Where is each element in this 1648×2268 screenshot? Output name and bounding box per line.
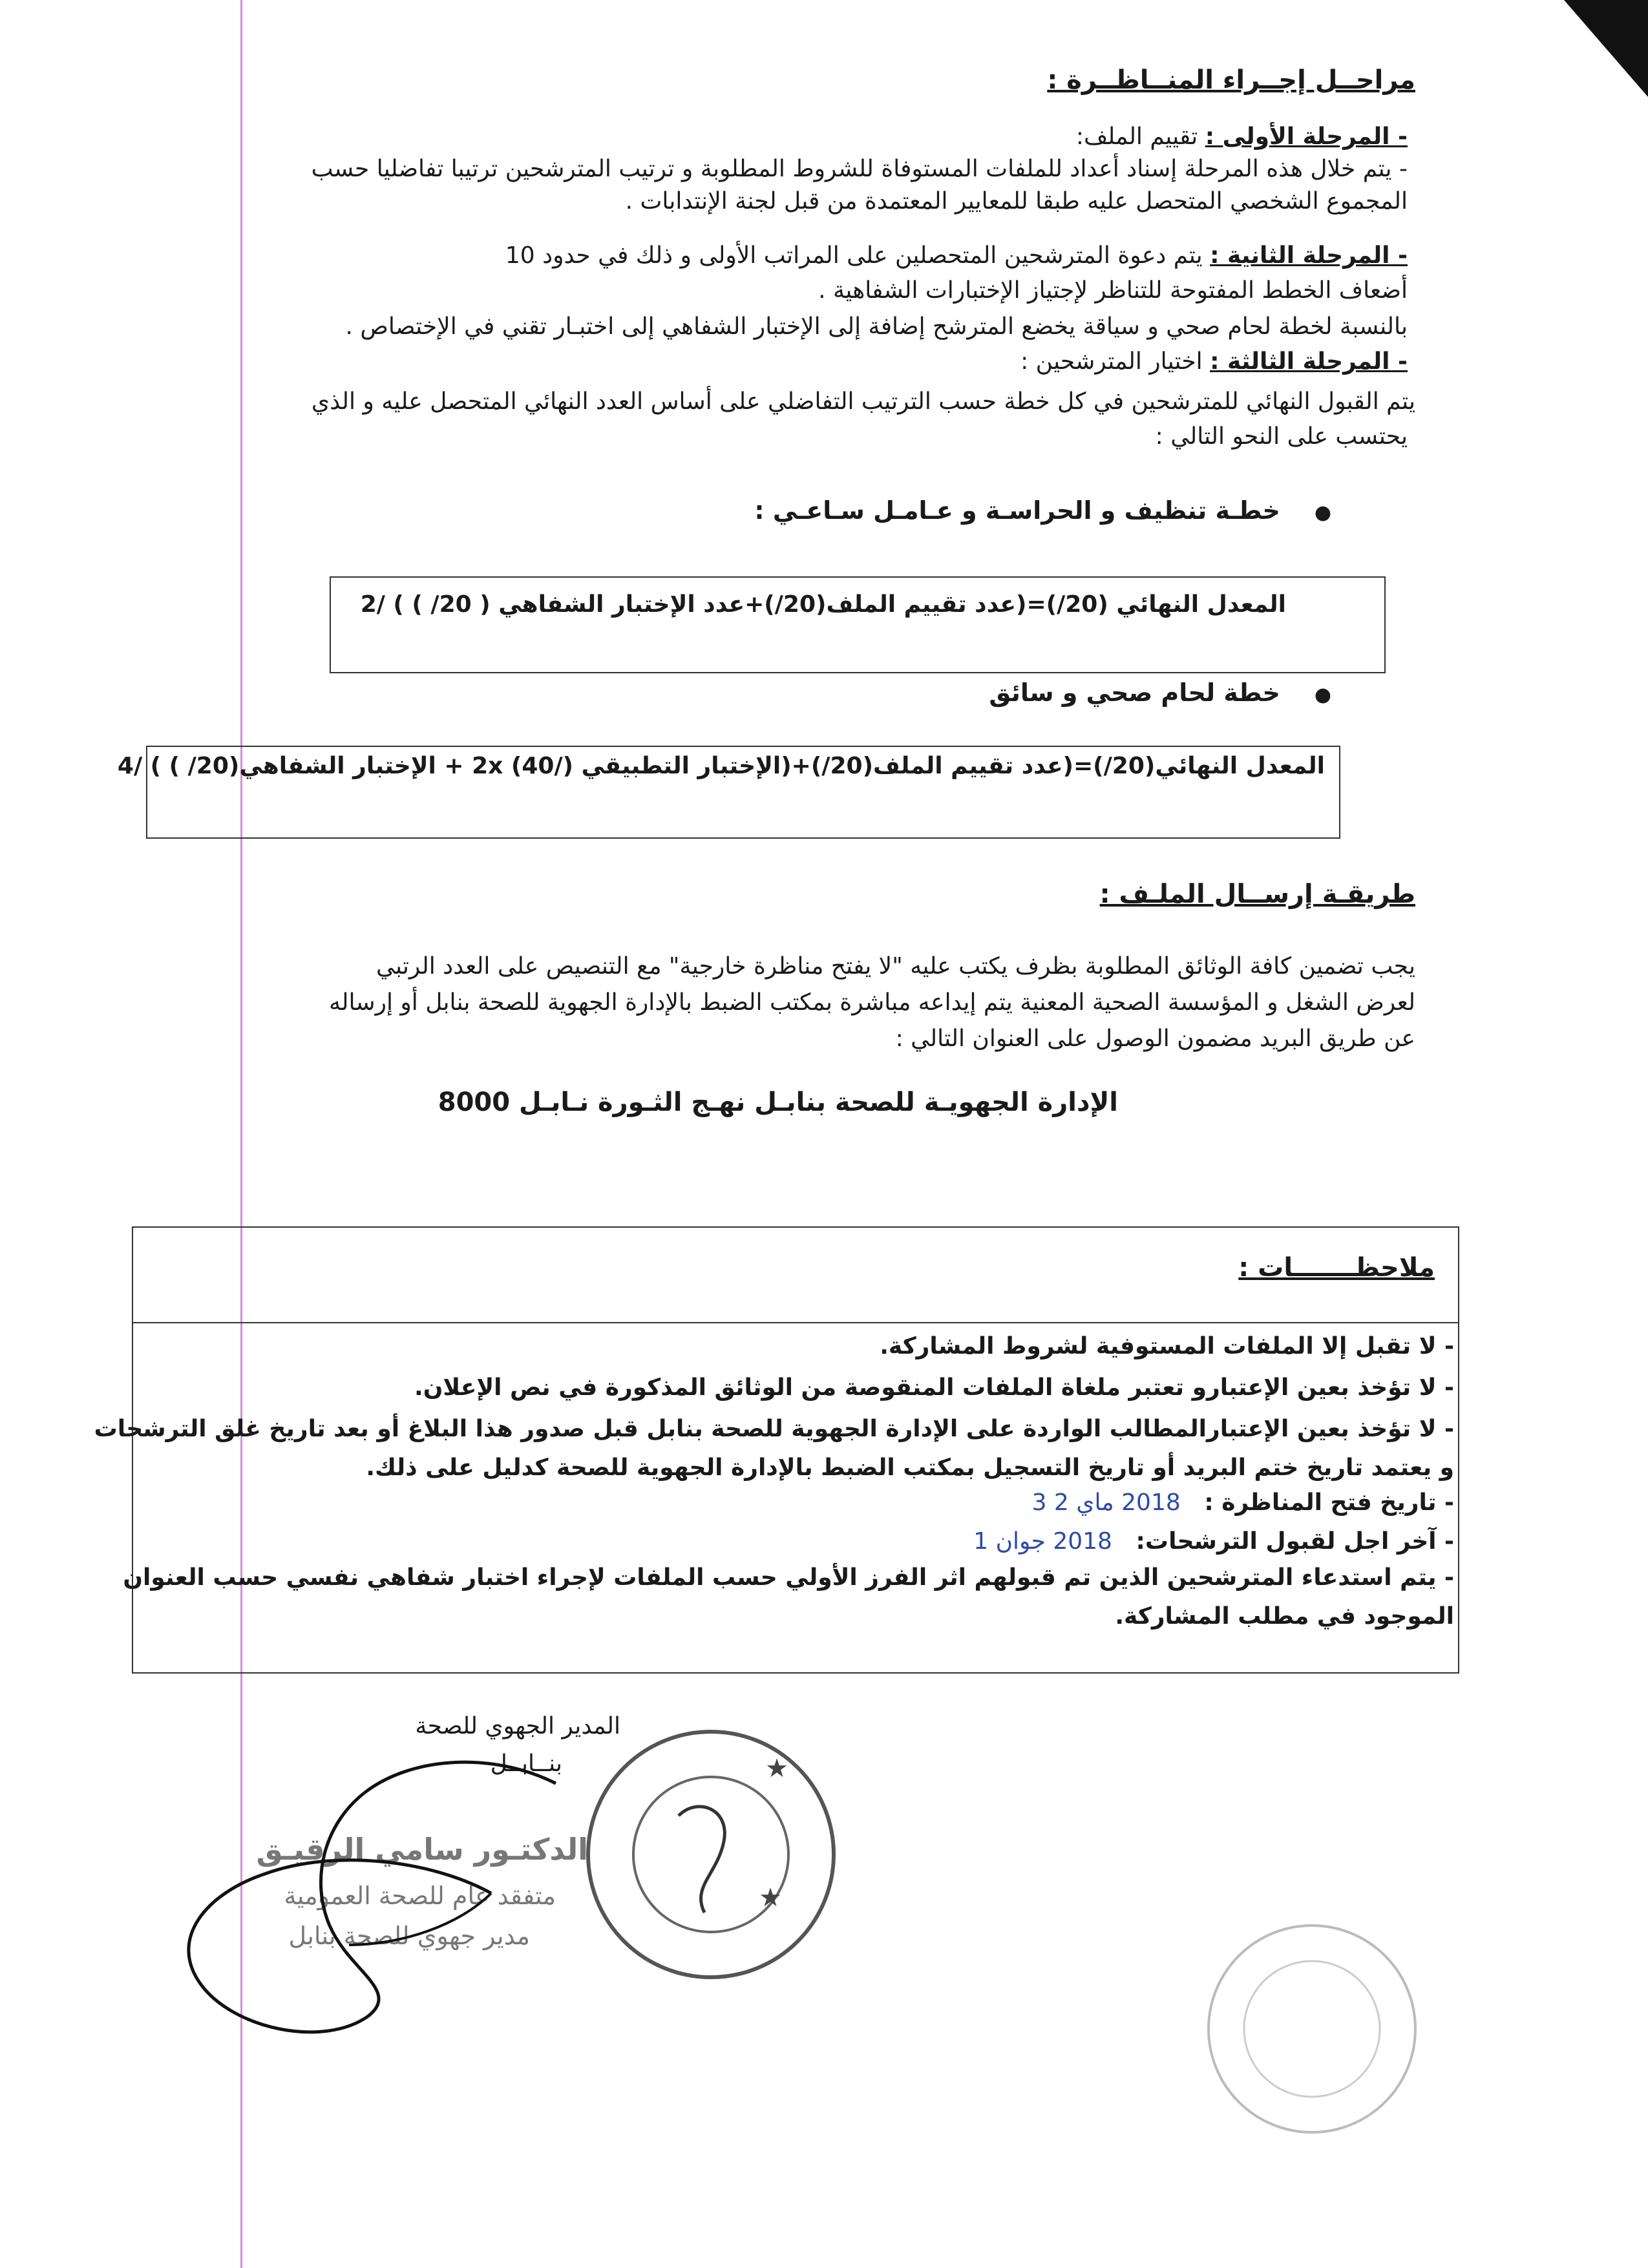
faint-stamp [1196, 1913, 1428, 2145]
sending-address: الإدارة الجهويـة للصحة بنابـل نهـج الثـورة نـابـل 8000 [438, 1087, 1118, 1117]
stamp-name: الدكتـور سامي الرقيـق [256, 1832, 588, 1867]
scan-corner [1564, 0, 1648, 97]
note-4-label: - تاريخ فتح المناظرة : [1204, 1489, 1454, 1516]
note-5 [973, 1528, 1454, 1556]
sending-l1: يجب تضمين كافة الوثائق المطلوبة بظرف يكتب عليه "لا يفتح مناظرة خارجية" مع التنصيص على العدد الرتبي [375, 953, 1415, 980]
phase3-line [1020, 348, 1408, 376]
phase3-label: - المرحلة الثالثة : [1210, 348, 1408, 375]
note-6b: الموجود في مطلب المشاركة. [1115, 1603, 1454, 1630]
formula1: المعدل النهائي (20/)=(عدد تقييم الملف(20/)+عدد الإختبار الشفاهي ( 20/ ) ) /2 [360, 591, 1286, 618]
phase1-label: - المرحلة الأولى : [1205, 123, 1408, 150]
phase1-l1: - يتم خلال هذه المرحلة إسناد أعداد للملفات المستوفاة للشروط المطلوبة و ترتيب المترشحين ترتيبا تفاضليا حسب [311, 156, 1408, 182]
sending-title: طريقـة إرســال الملـف : [1099, 879, 1415, 909]
signature-title: المدير الجهوي للصحة [415, 1713, 620, 1739]
phase2-l2: أضعاف الخطط المفتوحة للتناظر لإجتياز الإختبارات الشفاهية . [818, 277, 1408, 304]
official-seal [569, 1719, 853, 1990]
formula2: المعدل النهائي(20/)=(عدد تقييم الملف(20/)+(الإختبار التطبيقي 2x (40/) + الإختبار الشفاهي(20/ ) ) /4 [117, 753, 1325, 779]
note-6a: - يتم استدعاء المترشحين الذين تم قبولهم اثر الفرز الأولي حسب الملفات لإجراء اختبار شفاهي نفسي حسب العنوان [123, 1564, 1454, 1591]
phase1-l2: المجموع الشخصي المتحصل عليه طبقا للمعايير المعتمدة من قبل لجنة الإنتدابات . [625, 188, 1408, 215]
phase2-l1: يتم دعوة المترشحين المتحصلين على المراتب الأولى و ذلك في حدود 10 [505, 242, 1203, 269]
procedure-title: مراحــل إجــراء المنــاظــرة : [1047, 65, 1415, 95]
note-4-date-stamp: 2018 ماي 2 3 [1031, 1489, 1181, 1516]
phase2-label: - المرحلة الثانية : [1210, 242, 1408, 269]
note-5-label: - آخر اجل لقبول الترشحات: [1136, 1528, 1454, 1555]
stamp-line-3: مدير جهوي للصحة بنابل [288, 1922, 530, 1950]
note-3b: و يعتمد تاريخ ختم البريد أو تاريخ التسجيل بمكتب الضبط بالإدارة الجهوية للصحة كدليل على ذلك. [366, 1454, 1454, 1481]
phase1-line [1076, 123, 1408, 151]
note-3a: - لا تؤخذ بعين الإعتبارالمطالب الواردة على الإدارة الجهوية للصحة بنابل قبل صدور هذا البلاغ أو بعد تاريخ غلق الترشحات [94, 1416, 1454, 1442]
signature-city: بنــابــل [490, 1750, 562, 1777]
bullet-icon: ● [1314, 501, 1331, 524]
note-1: - لا تقبل إلا الملفات المستوفية لشروط المشاركة. [880, 1333, 1454, 1360]
phase3-text: اختيار المترشحين : [1020, 348, 1203, 375]
stamp-line-2: متفقد عام للصحة العمومية [284, 1882, 556, 1910]
sending-l2: لعرض الشغل و المؤسسة الصحية المعنية يتم إيداعه مباشرة بمكتب الضبط بالإدارة الجهوية للصحة بنابل أو إرساله [329, 989, 1415, 1016]
phase3-l2: يحتسب على النحو التالي : [1155, 423, 1408, 450]
svg-text:★: ★ [759, 1883, 782, 1913]
note-4 [1032, 1489, 1454, 1517]
note-5-date-stamp: 2018 جوان 1 [973, 1528, 1112, 1555]
bullet-icon: ● [1314, 684, 1331, 706]
phase1-text: تقييم الملف: [1075, 123, 1198, 150]
note-2: - لا تؤخذ بعين الإعتبارو تعتبر ملغاة الملفات المنقوصة من الوثائق المذكورة في نص الإعلان. [414, 1374, 1454, 1401]
bullet2 [989, 678, 1331, 709]
phase2-line [505, 242, 1408, 270]
bullet1-text: خطـة تنظيف و الحراسـة و عـامـل سـاعـي : [754, 496, 1280, 525]
sending-l3: عن طريق البريد مضمون الوصول على العنوان التالي : [895, 1025, 1415, 1052]
phase3-l1: يتم القبول النهائي للمترشحين في كل خطة حسب الترتيب التفاضلي على أساس العدد النهائي المتحصل عليه و الذي [311, 388, 1415, 415]
notes-title: ملاحظـــــــات : [1238, 1253, 1435, 1283]
bullet1 [754, 496, 1331, 527]
phase2-l3: بالنسبة لخطة لحام صحي و سياقة يخضع المترشح إضافة إلى الإختبار الشفاهي إلى اختبـار تقني في الإختصاص . [345, 313, 1408, 340]
notes-divider [132, 1322, 1458, 1323]
svg-text:★: ★ [765, 1754, 788, 1783]
handwritten-signature [155, 1712, 620, 2061]
bullet2-text: خطة لحام صحي و سائق [989, 678, 1280, 707]
